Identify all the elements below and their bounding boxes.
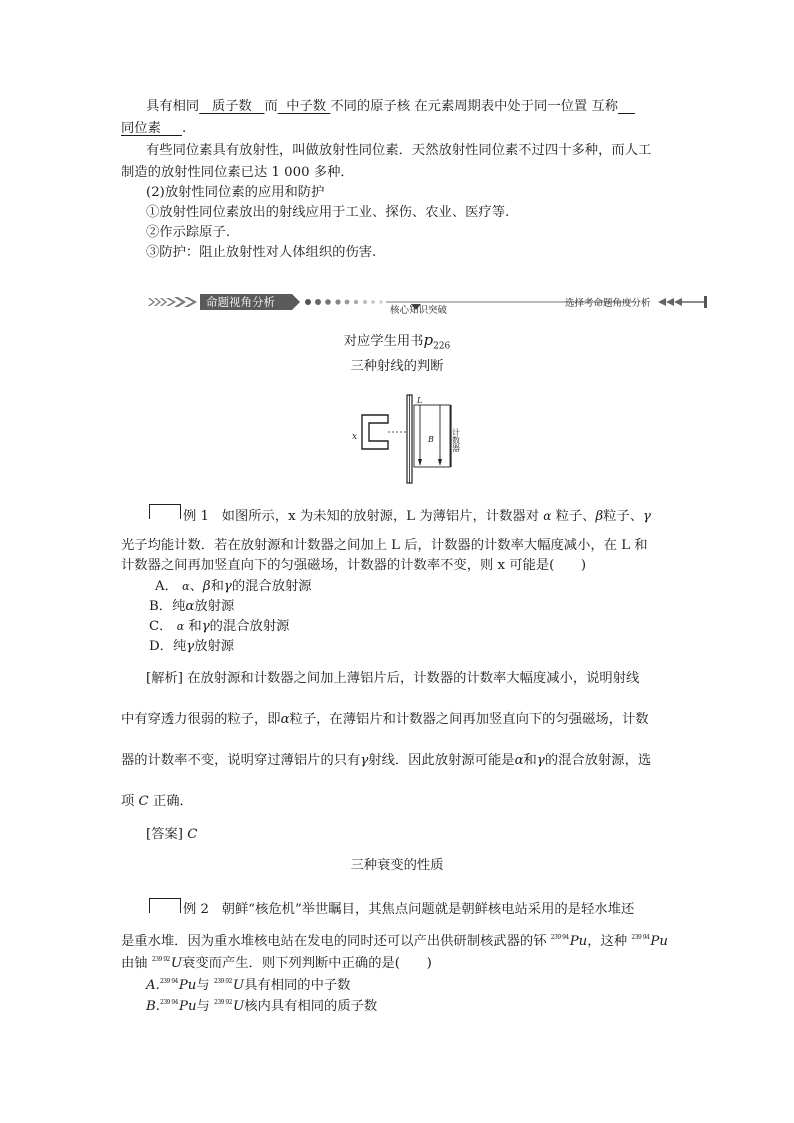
para2-line-1: 有些同位素具有放射性，叫做放射性同位素．天然放射性同位素不过四十多种，而人工 — [146, 143, 652, 158]
figure-x-label: x — [352, 432, 358, 442]
banner-left-label: 命题视角分析 — [206, 295, 275, 309]
blank-answer: 质子数 — [211, 99, 252, 114]
dot-row — [305, 299, 383, 305]
option-b: B．纯α放射源 — [149, 599, 235, 614]
answer-line: [答案] C — [146, 827, 198, 842]
subheading-2: (2)放射性同位素的应用和防护 — [146, 185, 325, 200]
arrow-left-icon — [658, 298, 682, 306]
banner-center-label: 核心知识突破 — [390, 305, 448, 314]
intro-line-2 — [121, 120, 186, 138]
option-d: D．纯γ放射源 — [149, 639, 235, 654]
example2-line-2: 是重水堆．因为重水堆核电站在发电的同时还可以产出供研制核武器的钚 $^{239 94}$Pu，这种 $^{239 94}$Pu — [121, 934, 668, 949]
intro-text: 而 — [264, 99, 278, 114]
section-banner — [146, 290, 708, 314]
blank-answer: 中子数 — [286, 99, 327, 114]
example1-line-2: 光子均能计数．若在放射源和计数器之间加上 L 后，计数器的计数率大幅度减小，在 L 和 — [121, 538, 648, 553]
section-title: 三种衰变的性质 — [350, 858, 444, 873]
option-c: C． α 和γ的混合放射源 — [149, 619, 290, 634]
section-title: 三种射线的判断 — [350, 359, 444, 374]
blank-underline — [618, 99, 635, 114]
figure-L-label: L — [417, 396, 423, 405]
ref-book-line: 对应学生用书$p_{226}$ — [343, 331, 451, 352]
list-item: ③防护：阻止放射性对人体组织的伤害. — [146, 245, 377, 260]
intro-line-1 — [146, 98, 635, 116]
analysis-line-2: 中有穿透力很弱的粒子，即α粒子，在薄铝片和计数器之间再加竖直向下的匀强磁场，计数 — [121, 712, 649, 727]
list-item: ①放射性同位素放出的射线应用于工业、探伤、农业、医疗等. — [146, 205, 510, 220]
para2-line-2: 制造的放射性同位素已达 1 000 多种． — [121, 165, 354, 180]
example-marker-box — [149, 898, 181, 913]
example2-line-3: 由铀 $^{239 92}$U衰变而产生．则下列判断中正确的是( ) — [121, 956, 432, 971]
example-marker-box — [149, 504, 181, 519]
intro-text: 具有相同 — [146, 99, 200, 114]
figure-counter-label: 计数器 — [451, 428, 461, 452]
period: . — [182, 121, 187, 136]
example1-line-3: 计数器之间再加竖直向下的匀强磁场，计数器的计数率不变，则 x 可能是( ) — [121, 558, 587, 573]
analysis-line-4: 项 C 正确． — [121, 794, 193, 809]
option-a: A． α、β和γ的混合放射源 — [155, 579, 312, 594]
blank-answer: 同位素 — [121, 121, 161, 136]
example2-line-1: 例 2 朝鲜“核危机”举世瞩目，其焦点问题就是朝鲜核电站采用的是轻水堆还 — [183, 902, 635, 917]
list-item: ②作示踪原子. — [146, 225, 231, 240]
radiation-figure — [348, 393, 478, 488]
example1-line-1: 例 1 如图所示，x 为未知的放射源，L 为薄铝片，计数器对 α 粒子、β粒子、γ — [183, 509, 651, 524]
example2-option-a: A.$^{239 94}$Pu与 $^{239 92}$U具有相同的中子数 — [146, 978, 351, 993]
banner-right-label: 选择考命题角度分析 — [565, 298, 651, 309]
analysis-line-3: 器的计数率不变，说明穿过薄铝片的只有γ射线．因此放射源可能是α和γ的混合放射源，选 — [121, 753, 652, 768]
figure-B-label: B — [428, 435, 434, 444]
chevron-icon — [148, 297, 197, 307]
analysis-line-1: [解析] 在放射源和计数器之间加上薄铝片后，计数器的计数率大幅度减小，说明射线 — [146, 671, 640, 686]
intro-text: 不同的原子核 在元素周期表中处于同一位置 互称 — [330, 99, 619, 114]
example2-option-b: B.$^{239 94}$Pu与 $^{239 92}$U核内具有相同的质子数 — [146, 999, 378, 1014]
